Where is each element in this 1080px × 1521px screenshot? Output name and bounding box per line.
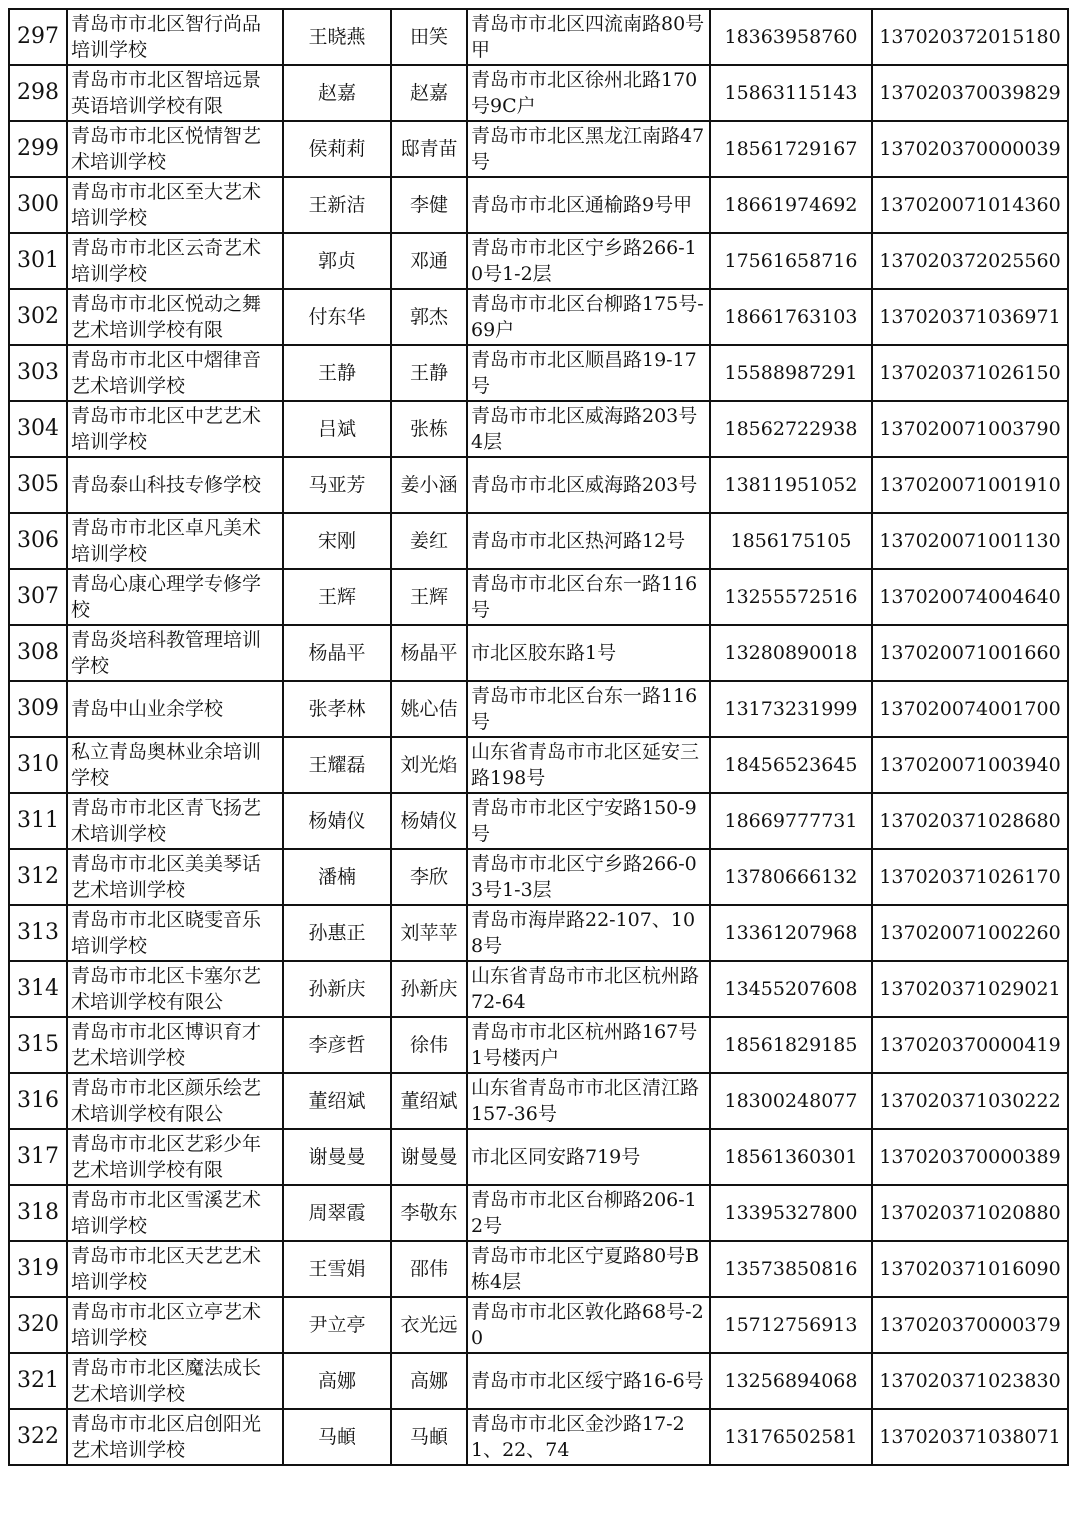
school-address: 青岛市市北区顺昌路19-17号 <box>467 345 710 401</box>
school-address: 青岛市市北区热河路12号 <box>467 513 710 569</box>
row-number: 310 <box>9 737 67 793</box>
principal-name: 董绍斌 <box>391 1073 467 1129</box>
row-number: 314 <box>9 961 67 1017</box>
license-number: 137020372025560 <box>872 233 1068 289</box>
legal-representative: 潘楠 <box>283 849 391 905</box>
license-number: 137020371030222 <box>872 1073 1068 1129</box>
row-number: 322 <box>9 1409 67 1465</box>
principal-name: 李健 <box>391 177 467 233</box>
principal-name: 杨晶平 <box>391 625 467 681</box>
legal-representative: 王新洁 <box>283 177 391 233</box>
school-name: 青岛市市北区艺彩少年艺术培训学校有限 <box>67 1129 283 1185</box>
school-name: 青岛市市北区魔法成长艺术培训学校 <box>67 1353 283 1409</box>
school-name: 青岛市市北区卡塞尔艺术培训学校有限公 <box>67 961 283 1017</box>
principal-name: 邵伟 <box>391 1241 467 1297</box>
row-number: 301 <box>9 233 67 289</box>
license-number: 137020371026150 <box>872 345 1068 401</box>
table-row <box>9 1129 1068 1185</box>
school-registry-table <box>8 8 1069 1466</box>
school-name: 青岛市市北区颜乐绘艺术培训学校有限公 <box>67 1073 283 1129</box>
school-name: 青岛市市北区卓凡美术培训学校 <box>67 513 283 569</box>
school-address: 青岛市市北区通榆路9号甲 <box>467 177 710 233</box>
phone-number: 18363958760 <box>710 9 872 65</box>
license-number: 137020071003790 <box>872 401 1068 457</box>
row-number: 316 <box>9 1073 67 1129</box>
license-number: 137020370000419 <box>872 1017 1068 1073</box>
legal-representative: 王晓燕 <box>283 9 391 65</box>
phone-number: 15712756913 <box>710 1297 872 1353</box>
table-row <box>9 457 1068 513</box>
table-row <box>9 569 1068 625</box>
table-row <box>9 233 1068 289</box>
row-number: 313 <box>9 905 67 961</box>
license-number: 137020370000389 <box>872 1129 1068 1185</box>
legal-representative: 李彦哲 <box>283 1017 391 1073</box>
school-name: 青岛市市北区立亭艺术培训学校 <box>67 1297 283 1353</box>
school-name: 青岛市市北区天艺艺术培训学校 <box>67 1241 283 1297</box>
table-row <box>9 121 1068 177</box>
legal-representative: 吕斌 <box>283 401 391 457</box>
school-address: 青岛市海岸路22-107、108号 <box>467 905 710 961</box>
phone-number: 13361207968 <box>710 905 872 961</box>
license-number: 137020371026170 <box>872 849 1068 905</box>
school-address: 青岛市市北区四流南路80号甲 <box>467 9 710 65</box>
principal-name: 邸青苗 <box>391 121 467 177</box>
school-name: 青岛市市北区雪溪艺术培训学校 <box>67 1185 283 1241</box>
principal-name: 赵嘉 <box>391 65 467 121</box>
phone-number: 13455207608 <box>710 961 872 1017</box>
principal-name: 姚心佶 <box>391 681 467 737</box>
table-row <box>9 905 1068 961</box>
row-number: 305 <box>9 457 67 513</box>
phone-number: 13573850816 <box>710 1241 872 1297</box>
table-row <box>9 1297 1068 1353</box>
row-number: 318 <box>9 1185 67 1241</box>
school-address: 青岛市市北区金沙路17-21、22、74 <box>467 1409 710 1465</box>
table-row <box>9 1353 1068 1409</box>
table-row <box>9 737 1068 793</box>
principal-name: 李敬东 <box>391 1185 467 1241</box>
school-name: 青岛市市北区至大艺术培训学校 <box>67 177 283 233</box>
license-number: 137020372015180 <box>872 9 1068 65</box>
phone-number: 15863115143 <box>710 65 872 121</box>
license-number: 137020371028680 <box>872 793 1068 849</box>
license-number: 137020071003940 <box>872 737 1068 793</box>
phone-number: 18561360301 <box>710 1129 872 1185</box>
row-number: 302 <box>9 289 67 345</box>
principal-name: 姜红 <box>391 513 467 569</box>
school-name: 青岛市市北区博识育才艺术培训学校 <box>67 1017 283 1073</box>
phone-number: 13173231999 <box>710 681 872 737</box>
table-row <box>9 793 1068 849</box>
legal-representative: 孙惠正 <box>283 905 391 961</box>
legal-representative: 杨晶平 <box>283 625 391 681</box>
table-row <box>9 289 1068 345</box>
phone-number: 13780666132 <box>710 849 872 905</box>
school-name: 青岛市市北区悦动之舞艺术培训学校有限 <box>67 289 283 345</box>
phone-number: 18456523645 <box>710 737 872 793</box>
phone-number: 13176502581 <box>710 1409 872 1465</box>
license-number: 137020371036971 <box>872 289 1068 345</box>
phone-number: 18562722938 <box>710 401 872 457</box>
school-name: 青岛市市北区启创阳光艺术培训学校 <box>67 1409 283 1465</box>
school-address: 青岛市市北区黑龙江南路47号 <box>467 121 710 177</box>
table-row <box>9 65 1068 121</box>
row-number: 317 <box>9 1129 67 1185</box>
license-number: 137020370000039 <box>872 121 1068 177</box>
principal-name: 王辉 <box>391 569 467 625</box>
school-address: 青岛市市北区绥宁路16-6号 <box>467 1353 710 1409</box>
phone-number: 18661974692 <box>710 177 872 233</box>
school-address: 市北区胶东路1号 <box>467 625 710 681</box>
license-number: 137020071002260 <box>872 905 1068 961</box>
row-number: 299 <box>9 121 67 177</box>
phone-number: 18561829185 <box>710 1017 872 1073</box>
row-number: 319 <box>9 1241 67 1297</box>
license-number: 137020074004640 <box>872 569 1068 625</box>
school-name: 青岛市市北区中艺艺术培训学校 <box>67 401 283 457</box>
principal-name: 孙新庆 <box>391 961 467 1017</box>
principal-name: 谢曼曼 <box>391 1129 467 1185</box>
table-row <box>9 1185 1068 1241</box>
phone-number: 1856175105 <box>710 513 872 569</box>
phone-number: 13256894068 <box>710 1353 872 1409</box>
table-row <box>9 9 1068 65</box>
school-address: 青岛市市北区威海路203号4层 <box>467 401 710 457</box>
row-number: 311 <box>9 793 67 849</box>
school-name: 青岛心康心理学专修学校 <box>67 569 283 625</box>
school-address: 青岛市市北区威海路203号 <box>467 457 710 513</box>
school-name: 青岛市市北区智行尚品培训学校 <box>67 9 283 65</box>
school-name: 青岛市市北区晓雯音乐培训学校 <box>67 905 283 961</box>
license-number: 137020370039829 <box>872 65 1068 121</box>
row-number: 315 <box>9 1017 67 1073</box>
school-address: 青岛市市北区敦化路68号-20 <box>467 1297 710 1353</box>
legal-representative: 王静 <box>283 345 391 401</box>
school-address: 山东省青岛市市北区杭州路72-64 <box>467 961 710 1017</box>
legal-representative: 王雪娟 <box>283 1241 391 1297</box>
table-row <box>9 849 1068 905</box>
row-number: 307 <box>9 569 67 625</box>
principal-name: 李欣 <box>391 849 467 905</box>
legal-representative: 侯莉莉 <box>283 121 391 177</box>
legal-representative: 赵嘉 <box>283 65 391 121</box>
school-address: 青岛市市北区台东一路116号 <box>467 681 710 737</box>
legal-representative: 郭贞 <box>283 233 391 289</box>
license-number: 137020370000379 <box>872 1297 1068 1353</box>
phone-number: 15588987291 <box>710 345 872 401</box>
legal-representative: 王耀磊 <box>283 737 391 793</box>
license-number: 137020071001130 <box>872 513 1068 569</box>
school-name: 青岛炎培科教管理培训学校 <box>67 625 283 681</box>
principal-name: 徐伟 <box>391 1017 467 1073</box>
principal-name: 高娜 <box>391 1353 467 1409</box>
principal-name: 郭杰 <box>391 289 467 345</box>
license-number: 137020071001660 <box>872 625 1068 681</box>
principal-name: 田笑 <box>391 9 467 65</box>
table-row <box>9 1017 1068 1073</box>
school-address: 市北区同安路719号 <box>467 1129 710 1185</box>
school-name: 私立青岛奥林业余培训学校 <box>67 737 283 793</box>
school-address: 青岛市市北区宁安路150-9号 <box>467 793 710 849</box>
legal-representative: 谢曼曼 <box>283 1129 391 1185</box>
school-name: 青岛市市北区云奇艺术培训学校 <box>67 233 283 289</box>
school-name: 青岛市市北区悦情智艺术培训学校 <box>67 121 283 177</box>
principal-name: 杨婧仪 <box>391 793 467 849</box>
school-name: 青岛市市北区中熠律音艺术培训学校 <box>67 345 283 401</box>
row-number: 306 <box>9 513 67 569</box>
license-number: 137020371020880 <box>872 1185 1068 1241</box>
license-number: 137020371023830 <box>872 1353 1068 1409</box>
legal-representative: 董绍斌 <box>283 1073 391 1129</box>
school-name: 青岛泰山科技专修学校 <box>67 457 283 513</box>
table-row <box>9 345 1068 401</box>
legal-representative: 宋刚 <box>283 513 391 569</box>
table-row <box>9 1409 1068 1465</box>
legal-representative: 孙新庆 <box>283 961 391 1017</box>
table-row <box>9 961 1068 1017</box>
legal-representative: 高娜 <box>283 1353 391 1409</box>
phone-number: 18661763103 <box>710 289 872 345</box>
principal-name: 衣光远 <box>391 1297 467 1353</box>
table-body <box>9 9 1068 1465</box>
school-address: 青岛市市北区台东一路116号 <box>467 569 710 625</box>
license-number: 137020371038071 <box>872 1409 1068 1465</box>
school-address: 青岛市市北区徐州北路170号9C户 <box>467 65 710 121</box>
row-number: 309 <box>9 681 67 737</box>
row-number: 312 <box>9 849 67 905</box>
school-address: 青岛市市北区宁乡路266-03号1-3层 <box>467 849 710 905</box>
phone-number: 13395327800 <box>710 1185 872 1241</box>
school-address: 青岛市市北区杭州路167号1号楼丙户 <box>467 1017 710 1073</box>
license-number: 137020371016090 <box>872 1241 1068 1297</box>
principal-name: 刘苹苹 <box>391 905 467 961</box>
school-name: 青岛中山业余学校 <box>67 681 283 737</box>
school-address: 青岛市市北区宁夏路80号B栋4层 <box>467 1241 710 1297</box>
principal-name: 王静 <box>391 345 467 401</box>
table-row <box>9 177 1068 233</box>
school-address: 青岛市市北区宁乡路266-10号1-2层 <box>467 233 710 289</box>
phone-number: 13280890018 <box>710 625 872 681</box>
table-row <box>9 513 1068 569</box>
row-number: 308 <box>9 625 67 681</box>
license-number: 137020071014360 <box>872 177 1068 233</box>
school-address: 山东省青岛市市北区清江路157-36号 <box>467 1073 710 1129</box>
license-number: 137020071001910 <box>872 457 1068 513</box>
legal-representative: 张孝林 <box>283 681 391 737</box>
table-row <box>9 1073 1068 1129</box>
table-row <box>9 401 1068 457</box>
principal-name: 马頔 <box>391 1409 467 1465</box>
row-number: 304 <box>9 401 67 457</box>
school-name: 青岛市市北区智培远景英语培训学校有限 <box>67 65 283 121</box>
row-number: 303 <box>9 345 67 401</box>
row-number: 321 <box>9 1353 67 1409</box>
license-number: 137020371029021 <box>872 961 1068 1017</box>
legal-representative: 马頔 <box>283 1409 391 1465</box>
principal-name: 姜小涵 <box>391 457 467 513</box>
table-row <box>9 681 1068 737</box>
legal-representative: 付东华 <box>283 289 391 345</box>
legal-representative: 周翠霞 <box>283 1185 391 1241</box>
school-name: 青岛市市北区青飞扬艺术培训学校 <box>67 793 283 849</box>
legal-representative: 王辉 <box>283 569 391 625</box>
principal-name: 刘光焰 <box>391 737 467 793</box>
phone-number: 18300248077 <box>710 1073 872 1129</box>
school-address: 青岛市市北区台柳路206-12号 <box>467 1185 710 1241</box>
principal-name: 邓通 <box>391 233 467 289</box>
phone-number: 13811951052 <box>710 457 872 513</box>
school-address: 青岛市市北区台柳路175号-69户 <box>467 289 710 345</box>
row-number: 300 <box>9 177 67 233</box>
table-row <box>9 1241 1068 1297</box>
phone-number: 13255572516 <box>710 569 872 625</box>
legal-representative: 马亚芳 <box>283 457 391 513</box>
legal-representative: 杨婧仪 <box>283 793 391 849</box>
phone-number: 18561729167 <box>710 121 872 177</box>
table-row <box>9 625 1068 681</box>
school-name: 青岛市市北区美美琴话艺术培训学校 <box>67 849 283 905</box>
phone-number: 17561658716 <box>710 233 872 289</box>
legal-representative: 尹立亭 <box>283 1297 391 1353</box>
row-number: 320 <box>9 1297 67 1353</box>
principal-name: 张栋 <box>391 401 467 457</box>
row-number: 298 <box>9 65 67 121</box>
school-address: 山东省青岛市市北区延安三路198号 <box>467 737 710 793</box>
row-number: 297 <box>9 9 67 65</box>
phone-number: 18669777731 <box>710 793 872 849</box>
license-number: 137020074001700 <box>872 681 1068 737</box>
